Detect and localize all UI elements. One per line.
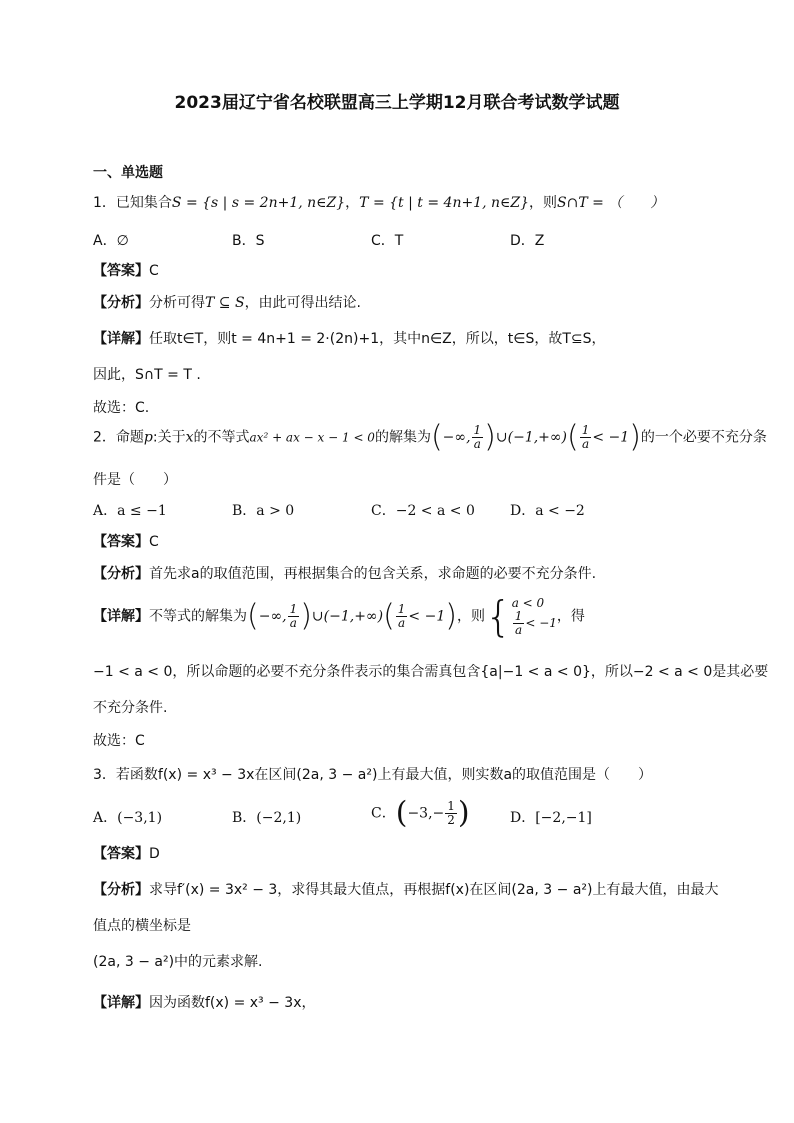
q3-stem [93, 764, 652, 784]
q2-detail-text-c: ，得 [556, 608, 585, 625]
frac-num: 1 [581, 423, 590, 437]
q2-detail-cond-frac [396, 603, 408, 630]
page-title: 2023届辽宁省名校联盟高三上学期12月联合考试数学试题 [174, 93, 620, 113]
q1-option-d: D．Z [510, 233, 545, 249]
detail-tag: 【详解】 [93, 331, 149, 347]
frac-num: 1 [514, 609, 523, 623]
paren-right: ) [629, 419, 641, 455]
q1-option-a: A．∅ [93, 233, 129, 249]
q2-set-b: ∪(−1,+∞) [495, 429, 568, 446]
q3-stem-text: 若函数f(x) = x³ − 3x在区间(2a, 3 − a²)上有最大值，则实数a的取值范围是（ ） [115, 767, 653, 783]
q2-stem-text-d: 的解集为 [374, 429, 431, 446]
frac-num: 1 [289, 602, 298, 616]
analysis-tag: 【分析】 [93, 295, 149, 311]
q2-option-a: A．a ≤ −1 [93, 503, 167, 519]
q1-answer [93, 260, 159, 280]
analysis-tag: 【分析】 [93, 566, 149, 582]
answer-tag: 【答案】 [93, 534, 149, 550]
q2-stem-line-2: 件是（ ） [93, 472, 177, 488]
q2-system-row-1: a < 0 [511, 596, 545, 610]
frac-num: 1 [447, 799, 455, 813]
frac-num: 1 [473, 423, 482, 437]
q2-set-a: −∞, [442, 429, 471, 446]
q2-frac [472, 424, 484, 451]
q3-answer-value: D [149, 846, 160, 862]
q1-answer-value: C [149, 263, 159, 279]
q2-inequality: ax² + ax − x − 1 < 0 [249, 430, 375, 445]
q2-stem-text-c: 的不等式 [193, 429, 250, 446]
q2-answer [93, 531, 159, 551]
q2-system [512, 596, 557, 637]
paren-right: ) [445, 598, 457, 634]
q2-stem [93, 419, 767, 455]
paren-right: ) [457, 795, 470, 831]
detail-tag: 【详解】 [93, 608, 149, 625]
q2-conclusion: 故选：C [93, 733, 145, 749]
q2-stem-text-a: 命题 [115, 429, 144, 446]
q2-stem-text-b: :关于 [152, 429, 186, 446]
q2-detail-frac [288, 603, 300, 630]
q1-detail [93, 328, 606, 348]
q1-detail-line-2: 因此，S∩T = T . [93, 367, 201, 383]
q2-stem-text-e: 的一个必要不充分条 [640, 429, 767, 446]
q2-system-frac [513, 610, 525, 637]
q1-analysis-text-a: 分析可得 [149, 295, 205, 311]
q3-option-d: D．[−2,−1] [510, 810, 592, 826]
q2-detail-text-a: 不等式的解集为 [149, 608, 247, 625]
q2-cond-frac [580, 424, 592, 451]
q2-x: x [185, 429, 194, 446]
paren-left: ( [395, 795, 408, 831]
q3-answer [93, 843, 160, 863]
q3-analysis [93, 879, 718, 899]
q2-system-row-2: < −1 [525, 616, 557, 630]
detail-tag: 【详解】 [93, 995, 149, 1011]
q3-option-c-value: −3,− [407, 805, 445, 822]
q3-number: 3． [93, 767, 116, 783]
frac-den: a [514, 623, 523, 637]
q3-analysis-line-2: 值点的横坐标是 [93, 918, 191, 934]
frac-den: a [289, 616, 297, 630]
q2-detail-set-b: ∪(−1,+∞) [311, 608, 384, 625]
paren-left: ( [247, 598, 259, 634]
q2-analysis-text: 首先求a的取值范围，再根据集合的包含关系，求命题的必要不充分条件. [149, 566, 597, 582]
q3-option-a: A．(−3,1) [93, 810, 163, 826]
q2-answer-value: C [149, 534, 159, 550]
paren-left: ( [567, 419, 579, 455]
frac-den: 2 [447, 813, 455, 827]
answer-tag: 【答案】 [93, 263, 149, 279]
q1-number: 1． [93, 195, 116, 211]
paren-right: ) [484, 419, 496, 455]
q2-detail-line-3: 不充分条件. [93, 700, 168, 716]
frac-num: 1 [397, 602, 406, 616]
paren-left: ( [430, 419, 443, 455]
q1-set-S: S = {s | s = 2n+1, n∈Z} [171, 195, 346, 211]
q2-analysis [93, 563, 596, 583]
q1-stem-text-b: ，则 [529, 195, 558, 211]
q2-detail-text-b: ，则 [456, 608, 485, 625]
q3-option-c-frac [445, 800, 457, 827]
q2-option-b: B．a > 0 [232, 503, 295, 519]
q2-option-d: D．a < −2 [510, 503, 585, 519]
q2-p: p [143, 429, 153, 446]
q2-detail [93, 591, 585, 641]
frac-den: a [581, 437, 590, 451]
q2-cond-end: < −1 [592, 429, 630, 446]
answer-tag: 【答案】 [93, 846, 149, 862]
paren-left: ( [383, 598, 395, 634]
q3-detail [93, 992, 316, 1012]
q2-detail-line-2: −1 < a < 0，所以命题的必要不充分条件表示的集合需真包含{a|−1 < a < 0}，所以−2 < a < 0是其必要 [93, 664, 769, 680]
q3-analysis-line-3: (2a, 3 − a²)中的元素求解. [93, 954, 263, 970]
q3-option-c [371, 795, 470, 831]
q3-option-b: B．(−2,1) [232, 810, 302, 826]
q1-detail-line-1: 任取t∈T，则t = 4n+1 = 2·(2n)+1，其中n∈Z，所以，t∈S，故T⊆S， [149, 331, 606, 347]
q1-ask: S∩T = （ ） [557, 195, 665, 211]
q1-sep: ， [345, 195, 360, 211]
q1-analysis-text-b: ，由此可得出结论. [244, 295, 362, 311]
q2-detail-cond-end: < −1 [408, 608, 446, 625]
q2-option-c: C．−2 < a < 0 [371, 503, 475, 519]
q1-analysis [93, 292, 361, 312]
q2-number: 2． [93, 429, 116, 446]
q3-detail-text: 因为函数f(x) = x³ − 3x， [149, 995, 316, 1011]
section-heading: 一、单选题 [93, 165, 163, 181]
q1-option-b: B．S [232, 233, 265, 249]
q1-stem-text-a: 已知集合 [115, 195, 172, 211]
q3-analysis-line-1: 求导f′(x) = 3x² − 3，求得其最大值点，再根据f(x)在区间(2a, 3 − a²)上有最大值，由最大 [149, 882, 719, 898]
system-brace: { [484, 591, 512, 641]
q1-analysis-math: T ⊆ S [205, 295, 245, 311]
analysis-tag: 【分析】 [93, 882, 149, 898]
frac-den: a [473, 437, 481, 451]
frac-den: a [398, 616, 406, 630]
q1-conclusion: 故选：C. [93, 400, 150, 416]
q2-detail-set-a: −∞, [258, 608, 287, 625]
paren-right: ) [300, 598, 312, 634]
q1-stem [93, 192, 664, 212]
q1-set-T: T = {t | t = 4n+1, n∈Z} [359, 195, 530, 211]
q1-option-c: C．T [371, 233, 404, 249]
q3-option-c-label: C． [371, 805, 396, 822]
